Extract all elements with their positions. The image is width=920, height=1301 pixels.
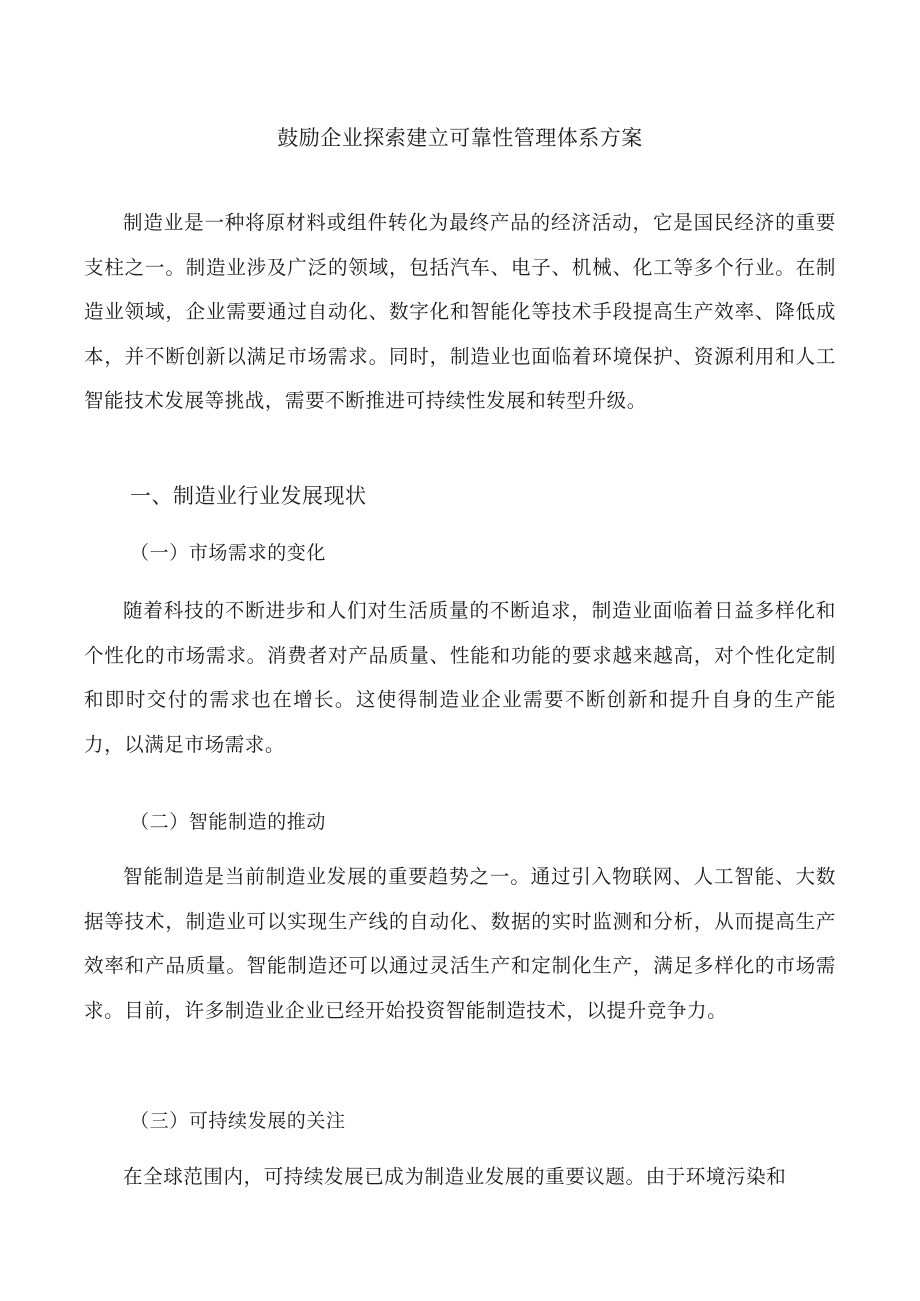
intro-paragraph: 制造业是一种将原材料或组件转化为最终产品的经济活动，它是国民经济的重要支柱之一。制造业涉及广泛的领域，包括汽车、电子、机械、化工等多个行业。在制造业领域，企业需要通过自动化、数字化和智能化等技术手段提高生产效率、降低成本，并不断创新以满足市场需求。同时，制造业也面临着环境保护、资源利用和人工智能技术发展等挑战，需要不断推进可持续性发展和转型升级。 [84,211,836,412]
subsection-3-body: 在全球范围内，可持续发展已成为制造业发展的重要议题。由于环境污染和 [123,1165,787,1188]
subsection-3-heading: （三）可持续发展的关注 [130,1110,346,1132]
subsection-1-body: 随着科技的不断进步和人们对生活质量的不断追求，制造业面临着日益多样化和个性化的市场需求。消费者对产品质量、性能和功能的要求越来越高，对个性化定制和即时交付的需求也在增长。这使得制造业企业需要不断创新和提升自身的生产能力，以满足市场需求。 [84,599,836,756]
section-1-heading: 一、制造业行业发展现状 [130,484,367,508]
subsection-2-heading: （二）智能制造的推动 [130,811,327,833]
document-title: 鼓励企业探索建立可靠性管理体系方案 [277,126,643,150]
subsection-1-heading: （一）市场需求的变化 [130,542,327,564]
subsection-2-body: 智能制造是当前制造业发展的重要趋势之一。通过引入物联网、人工智能、大数据等技术，制造业可以实现生产线的自动化、数据的实时监测和分析，从而提高生产效率和产品质量。智能制造还可以通过灵活生产和定制化生产，满足多样化的市场需求。目前，许多制造业企业已经开始投资智能制造技术，以提升竞争力。 [84,865,836,1022]
